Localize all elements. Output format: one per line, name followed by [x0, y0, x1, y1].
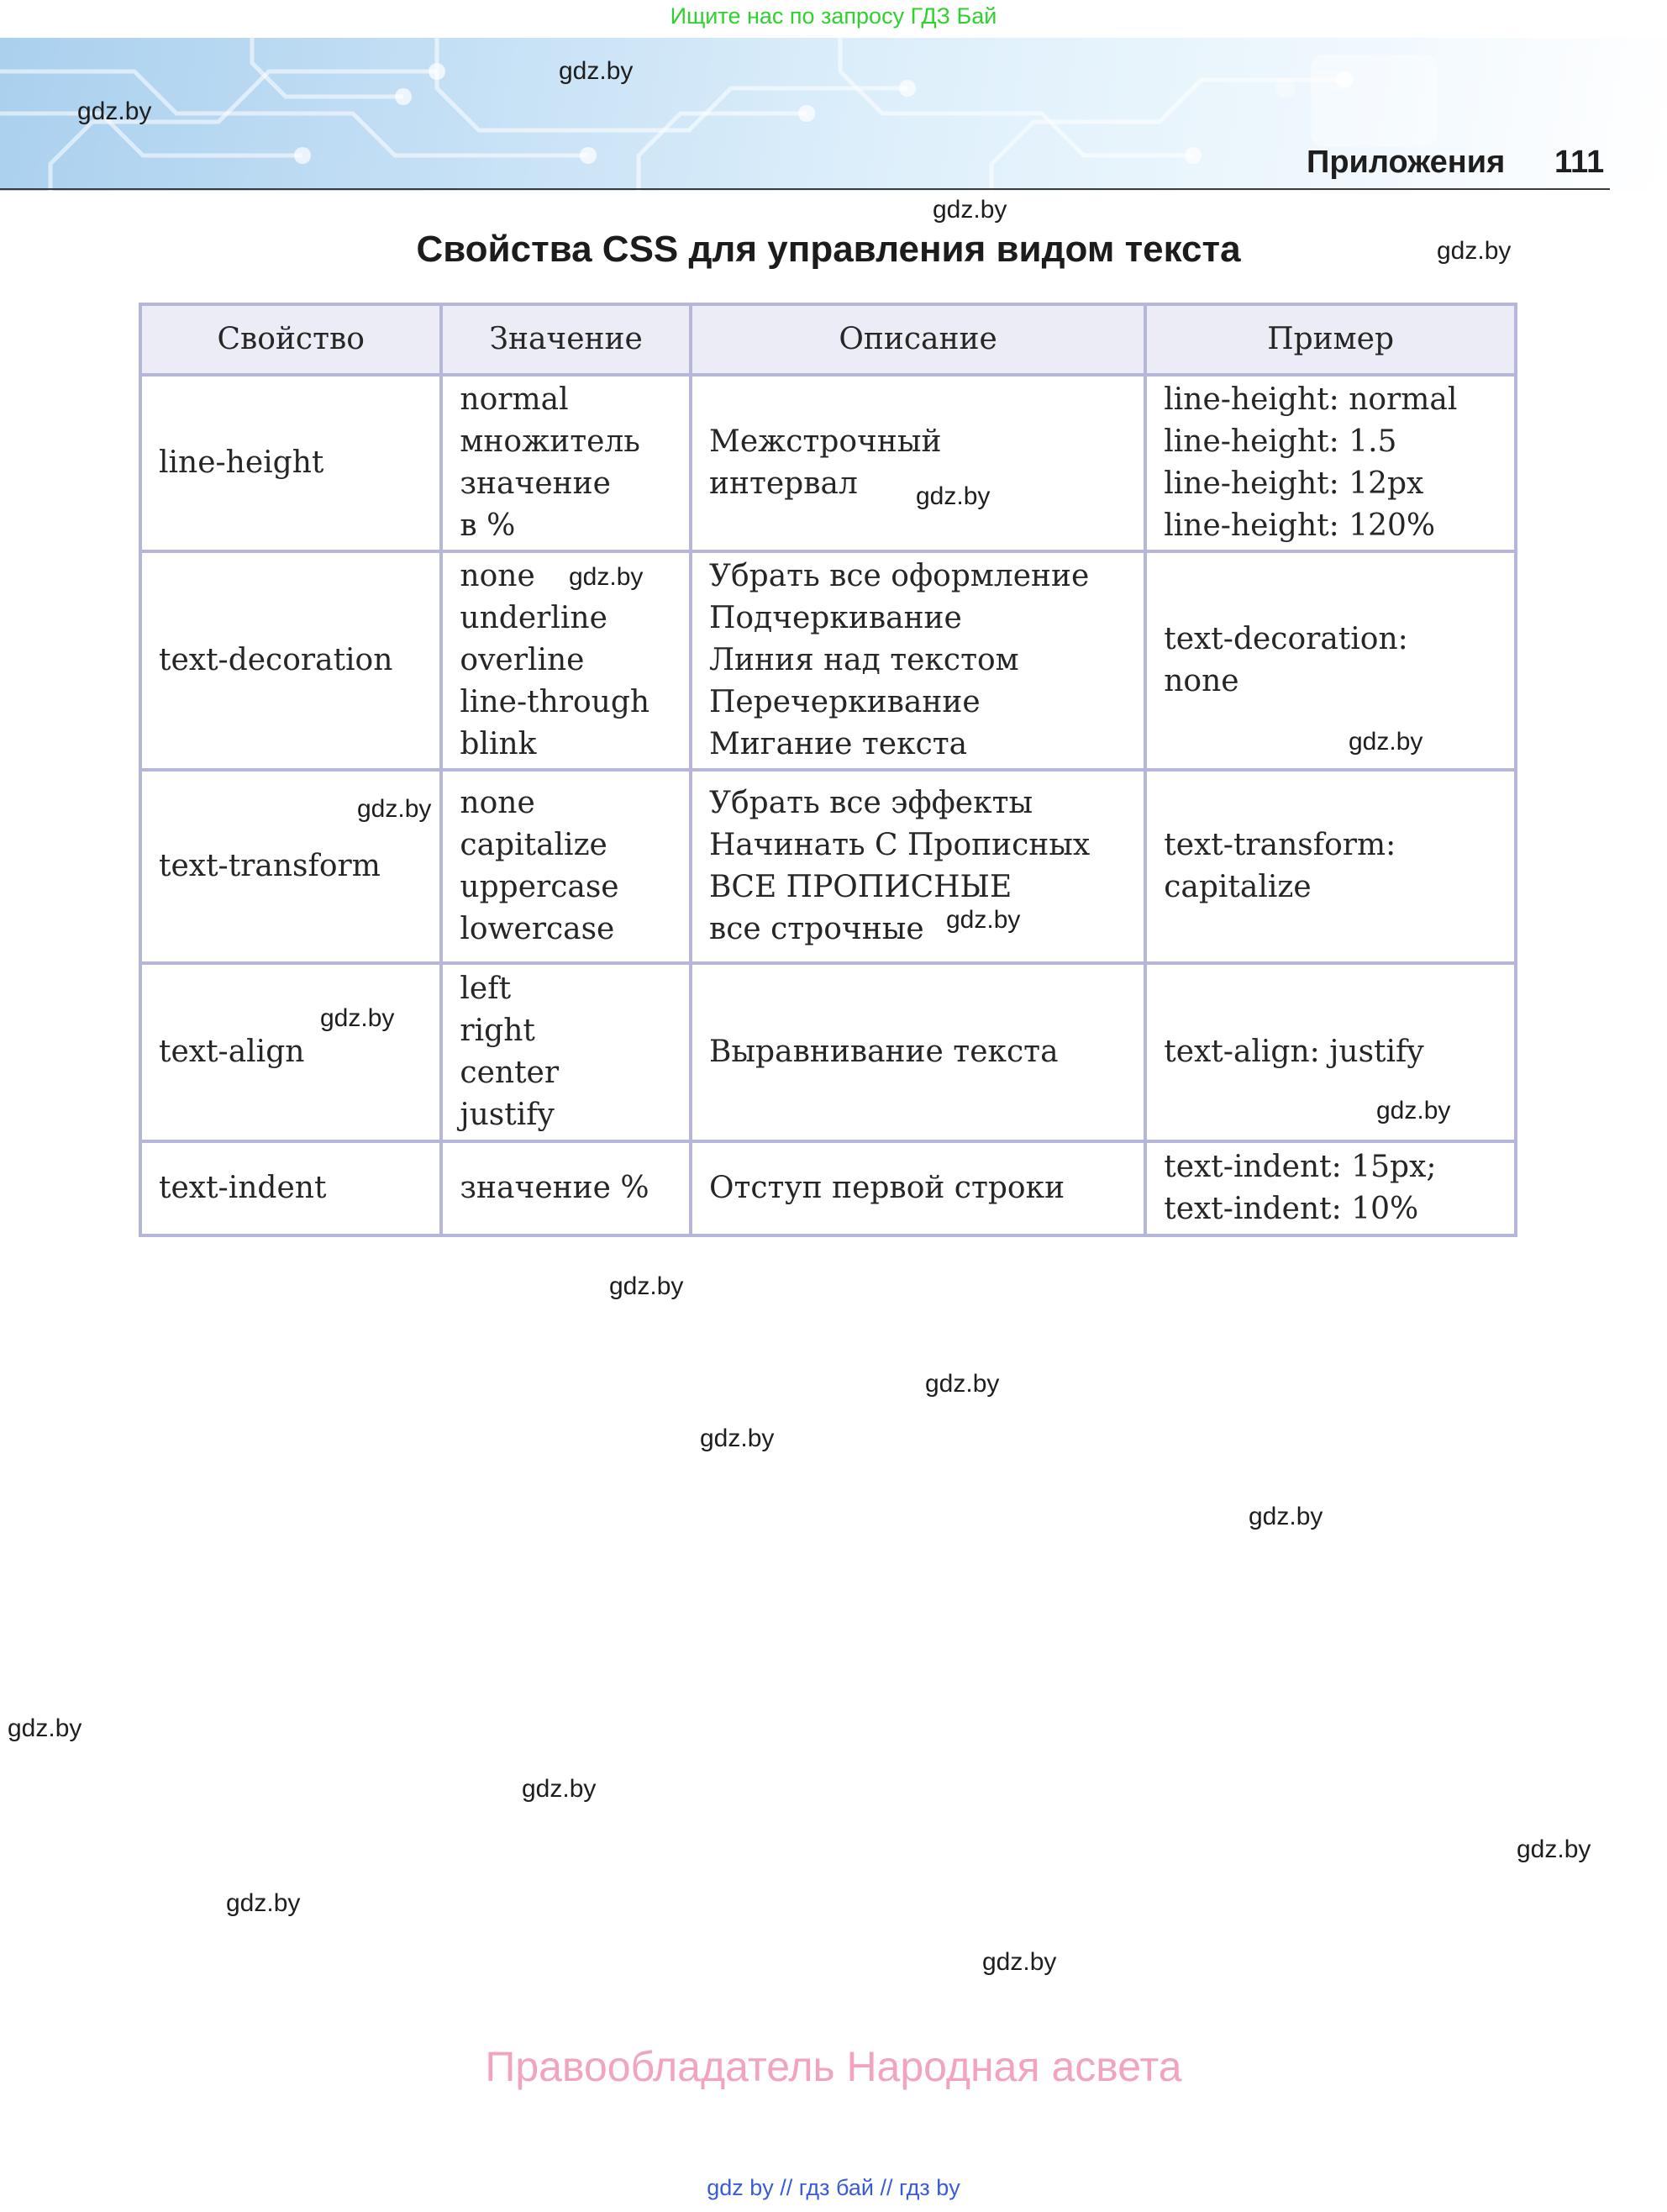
watermark: gdz.by: [1376, 1097, 1451, 1124]
watermark: gdz.by: [1517, 1835, 1591, 1863]
watermark: gdz.by: [8, 1714, 82, 1742]
cell-example: text-transform: capitalize: [1145, 770, 1516, 963]
cell-property: text-align: [140, 963, 441, 1141]
cell-example: line-height: normal line-height: 1.5 line-height: 12px line-height: 120%: [1145, 375, 1516, 551]
table-row: [140, 1141, 1516, 1235]
cell-property: text-transform: [140, 770, 441, 963]
cell-property: line-height: [140, 375, 441, 551]
watermark: gdz.by: [1249, 1503, 1323, 1530]
watermark: gdz.by: [700, 1425, 775, 1452]
watermark: gdz.by: [916, 482, 991, 510]
watermark: gdz.by: [609, 1272, 684, 1300]
rights-holder-notice: Правообладатель Народная асвета: [485, 2043, 1182, 2090]
watermark: gdz.by: [1437, 237, 1512, 265]
css-text-properties-table: [139, 303, 1517, 1237]
cell-property: text-indent: [140, 1141, 441, 1235]
watermark: gdz.by: [946, 906, 1021, 934]
cell-values: значение %: [441, 1141, 691, 1235]
watermark: gdz.by: [522, 1775, 597, 1803]
cell-property: text-decoration: [140, 551, 441, 770]
watermark: gdz.by: [357, 795, 432, 823]
watermark: gdz.by: [569, 563, 644, 591]
cell-values: none underline overline line-through blink: [441, 551, 691, 770]
table-row: [140, 770, 1516, 963]
table-header-row: [140, 304, 1516, 375]
header-property: Свойство: [140, 304, 441, 375]
cell-values: normal множитель значение в %: [441, 375, 691, 551]
watermark: gdz.by: [320, 1004, 395, 1032]
watermark: gdz.by: [226, 1889, 301, 1917]
footer-links[interactable]: gdz by // гдз бай // гдз by: [707, 2175, 960, 2200]
table-row: [140, 551, 1516, 770]
cell-values: left right center justify: [441, 963, 691, 1141]
watermark: gdz.by: [559, 57, 634, 85]
section-label: Приложения: [1307, 145, 1506, 180]
header-divider: [0, 188, 1610, 190]
watermark: gdz.by: [77, 97, 152, 125]
cell-description: Убрать все эффекты Начинать С Прописных ВСЕ ПРОПИСНЫЕ все строчные: [691, 770, 1145, 963]
watermark: gdz.by: [982, 1948, 1057, 1976]
cell-description: Убрать все оформление Подчеркивание Линия над текстом Перечеркивание Мигание текста: [691, 551, 1145, 770]
watermark: gdz.by: [933, 196, 1007, 224]
header-description: Описание: [691, 304, 1145, 375]
page-title: [0, 229, 1667, 271]
cell-example: text-align: justify: [1145, 963, 1516, 1141]
header-example: Пример: [1145, 304, 1516, 375]
page-number: 111: [1554, 145, 1605, 180]
cell-example: text-indent: 15px; text-indent: 10%: [1145, 1141, 1516, 1235]
cell-example: text-decoration: none: [1145, 551, 1516, 770]
watermark: gdz.by: [1349, 728, 1423, 756]
cell-values: none capitalize uppercase lowercase: [441, 770, 691, 963]
table-row: [140, 963, 1516, 1141]
page-title-text: Свойства CSS для управления видом текста: [416, 229, 1241, 270]
table-row: [140, 375, 1516, 551]
cell-description: Межстрочный интервал: [691, 375, 1145, 551]
header-value: Значение: [441, 304, 691, 375]
top-search-hint[interactable]: Ищите нас по запросу ГДЗ Бай: [670, 3, 997, 29]
watermark: gdz.by: [925, 1370, 1000, 1398]
cell-description: Отступ первой строки: [691, 1141, 1145, 1235]
cell-description: Выравнивание текста: [691, 963, 1145, 1141]
